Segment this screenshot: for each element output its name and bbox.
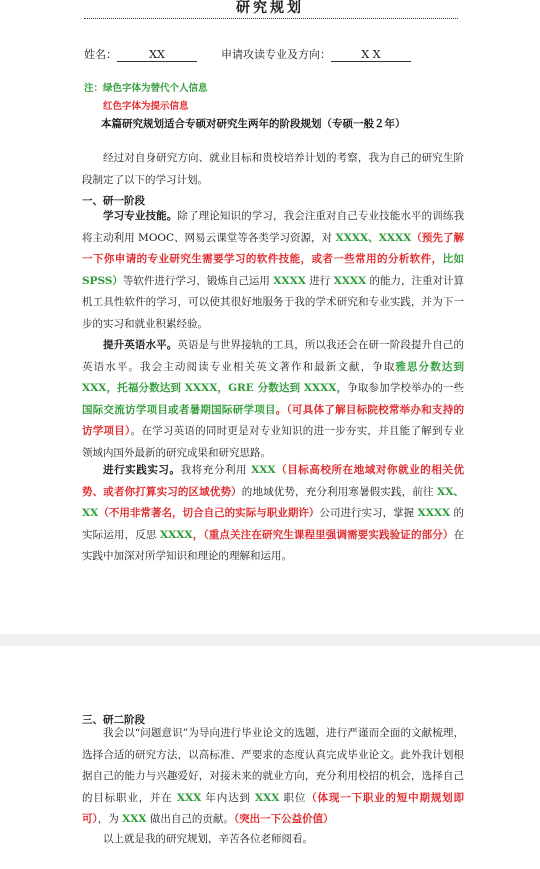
p3-text-5: 在实践中加深对所学知识和理论的理解和运用。 xyxy=(82,528,465,562)
major-field xyxy=(331,48,411,62)
p3-text-4: 的实际运用，反思 xyxy=(82,507,465,541)
document-title: 研究规划 xyxy=(236,0,304,16)
note-red-font: 红色字体为提示信息 xyxy=(103,101,189,112)
p4-green-2: XXX xyxy=(254,791,280,804)
p3-red-1: （目标高校所在地域对你就业的相关优势、或者你打算实习的区域优势） xyxy=(82,464,465,498)
p2-green-2: 国际交流访学项目或者暑期国际研学项目 xyxy=(82,403,276,416)
p1-green-1: XXXX、XXXX xyxy=(335,231,412,244)
paragraph-second-year xyxy=(82,723,464,831)
p4-green-1: XXX xyxy=(176,791,202,804)
paragraph-english-level xyxy=(82,335,464,464)
paragraph-internship-practice xyxy=(82,460,464,568)
p3-green-2: XX、XX xyxy=(82,485,464,519)
p4-text-4: ，为 xyxy=(97,813,123,825)
major-label: 申请攻读专业及方向： xyxy=(221,48,331,61)
p3-lead: 进行实践实习。 xyxy=(103,464,181,476)
plan-subtitle: 本篇研究规划适合专硕对研究生两年的阶段规划（专硕一般２年） xyxy=(101,118,406,130)
major-value: X X xyxy=(361,48,381,61)
title-dotted-rule xyxy=(84,18,458,19)
p1-green-2: 比如 SPSS） xyxy=(82,253,465,287)
p2-green-1: 雅思分数达到 XXX，托福分数达到 XXXX，GRE 分数达到 XXXX， xyxy=(82,360,464,394)
p3-red-2: （不用非常著名，切合自己的实际与职业期许） xyxy=(98,507,320,519)
p3-red-3: ，（重点关注在研究生课程里强调需要实践验证的部分） xyxy=(192,528,454,541)
p1-text-4: 的能力，注重对计算机工具性软件的学习，可以使其很好地服务于我的学术研究和专业实践，并为下一步的实习和就业积累经验。 xyxy=(82,274,464,330)
p4-text-5: 做出自己的贡献。 xyxy=(146,813,234,825)
p3-green-4: XXXX xyxy=(159,528,193,541)
p2-text-3: 。在学习英语的同时更是对专业知识的进一步夯实，并且能了解到专业领域内国外最新的研究成果和研究思路。 xyxy=(82,425,465,459)
p1-text-2: 等软件进行学习，锻炼自己运用 xyxy=(122,274,274,287)
note-green-font: 注：绿色字体为替代个人信息 xyxy=(84,83,208,94)
name-value: XX xyxy=(149,48,165,61)
p1-green-4: XXXX xyxy=(333,274,367,287)
p3-text-3: 公司进行实习，掌握 xyxy=(319,507,418,519)
p1-lead: 学习专业技能。 xyxy=(103,210,178,222)
p4-text-2: 年内达到 xyxy=(201,791,255,804)
p1-text-1: 除了理论知识的学习，我会注重对自己专业技能水平的训练我将主动利用 MOOC、网易云课堂等各类学习资源，对 xyxy=(82,210,465,244)
p2-red-1: 。（可具体了解目标院校常举办和支持的访学项目） xyxy=(82,403,465,437)
name-field xyxy=(117,48,197,62)
p3-green-1: XXX xyxy=(251,464,276,476)
paragraph-professional-skills xyxy=(82,206,464,335)
p4-text-1: 我会以“问题意识”为导向进行毕业论文的选题，进行严谨而全面的文献梳理，选择合适的研究方法，以高标准、严要求的态度认真完成毕业论文。此外我计划根据自己的能力与兴趣爱好，对接未来的就业方向，充分利用校招的机会，选择自己的目标职业，并在 xyxy=(82,727,464,804)
p1-text-3: 进行 xyxy=(305,274,334,287)
section-1-heading: 一、研一阶段 xyxy=(82,195,145,207)
closing-paragraph: 以上就是我的研究规划，辛苦各位老师阅看。 xyxy=(103,833,313,845)
page-gap xyxy=(0,634,540,646)
p3-text-1: 我将充分利用 xyxy=(180,464,252,476)
section-3-heading: 三、研二阶段 xyxy=(82,714,145,726)
applicant-info-row xyxy=(84,47,464,63)
p2-text-1: 英语是与世界接轨的工具，所以我还会在研一阶段提升自己的英语水平。我会主动阅读专业相关英文著作和最新文献，争取 xyxy=(82,339,465,373)
p1-green-3: XXXX xyxy=(273,274,306,287)
p4-red-2: （突出一下公益价值） xyxy=(233,813,334,825)
p4-green-3: XXX xyxy=(122,813,147,825)
p2-lead: 提升英语水平。 xyxy=(103,339,178,351)
intro-paragraph: 经过对自身研究方向、就业目标和贵校培养计划的考察，我为自己的研究生阶段制定了以下的学习计划。 xyxy=(82,152,464,186)
p1-red-1: （预先了解一下你申请的专业研究生需要学习的软件技能，或者一些常用的分析软件， xyxy=(82,231,464,265)
p4-text-3: 职位 xyxy=(279,791,307,804)
p3-green-3: XXXX xyxy=(417,507,451,519)
document-page-2 xyxy=(0,646,540,869)
name-label: 姓名： xyxy=(84,48,117,61)
p4-red-1: （体现一下职业的短中期规划即可） xyxy=(82,791,464,825)
p2-text-2: 争取参加学校举办的一些 xyxy=(347,382,465,394)
p3-text-2: 的地域优势，充分利用寒暑假实践，前往 xyxy=(241,485,438,498)
